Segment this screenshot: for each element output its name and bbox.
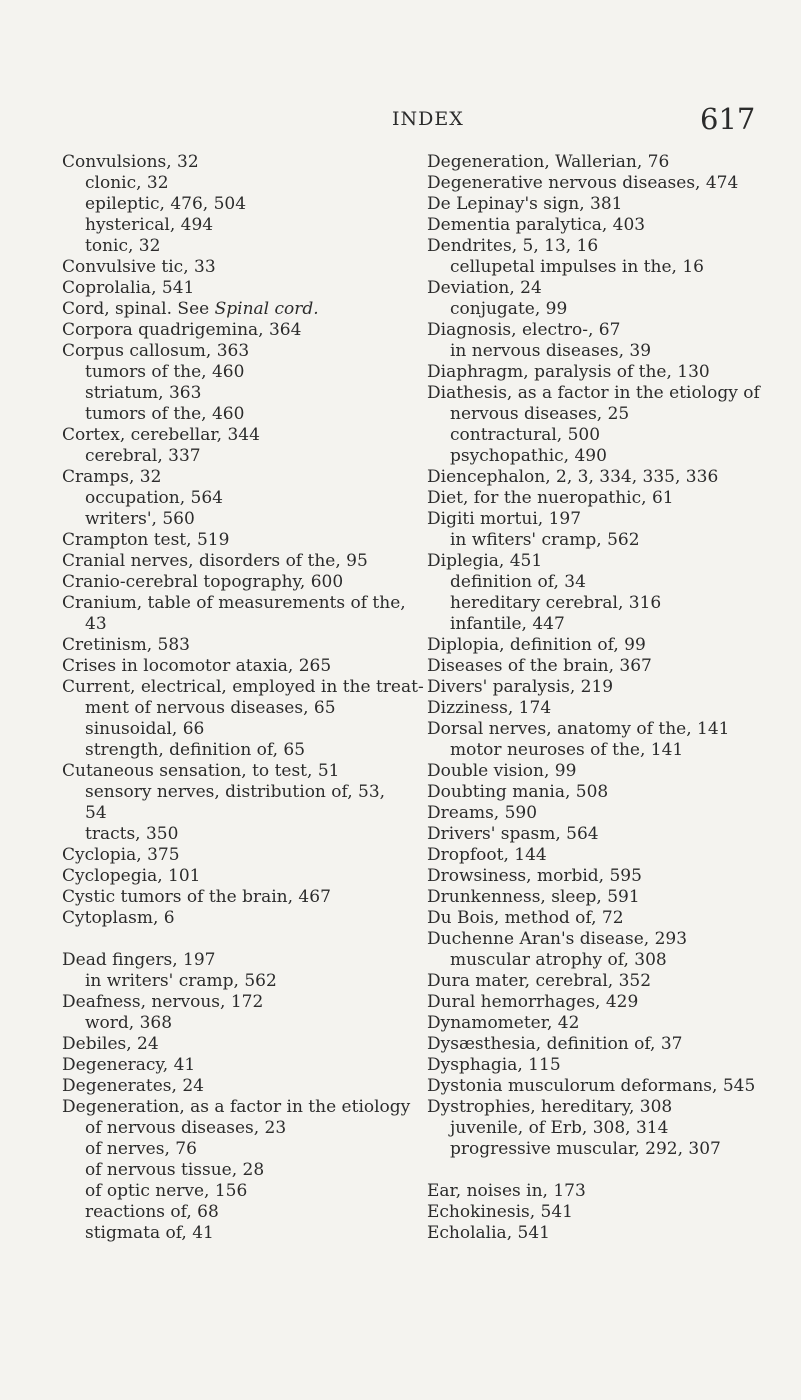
index-subentry bbox=[62, 1139, 412, 1160]
entry-text: cellupetal impulses in the, 16 bbox=[450, 257, 704, 277]
index-entry bbox=[427, 362, 797, 383]
index-entry bbox=[427, 488, 797, 509]
index-entry bbox=[427, 1181, 797, 1202]
index-entry bbox=[62, 257, 412, 278]
index-subentry bbox=[62, 1181, 412, 1202]
entry-text: occupation, 564 bbox=[85, 488, 223, 508]
index-entry bbox=[427, 1055, 797, 1076]
index-entry bbox=[62, 761, 412, 782]
entry-text: Cortex, cerebellar, 344 bbox=[62, 425, 260, 445]
entry-text: Drivers' spasm, 564 bbox=[427, 824, 599, 844]
entry-text: striatum, 363 bbox=[85, 383, 202, 403]
entry-text: Dendrites, 5, 13, 16 bbox=[427, 236, 599, 256]
entry-text: Dysæsthesia, definition of, 37 bbox=[427, 1034, 683, 1054]
index-column-left bbox=[62, 152, 424, 1244]
entry-text: Diaphragm, paralysis of the, 130 bbox=[427, 362, 710, 382]
entry-text: Drowsiness, morbid, 595 bbox=[427, 866, 642, 886]
entry-text: juvenile, of Erb, 308, 314 bbox=[450, 1118, 669, 1138]
entry-text: Diplegia, 451 bbox=[427, 551, 543, 571]
index-subentry bbox=[427, 593, 797, 614]
cross-reference: Spinal cord. bbox=[214, 299, 319, 319]
entry-text: Cranio-cerebral topography, 600 bbox=[62, 572, 344, 592]
entry-text: Dynamometer, 42 bbox=[427, 1013, 580, 1033]
index-subentry bbox=[427, 614, 797, 635]
index-subentry bbox=[62, 404, 412, 425]
entry-text: Cramps, 32 bbox=[62, 467, 162, 487]
entry-text: Drunkenness, sleep, 591 bbox=[427, 887, 640, 907]
index-entry bbox=[427, 845, 797, 866]
entry-text: motor neuroses of the, 141 bbox=[450, 740, 684, 760]
index-entry bbox=[62, 152, 412, 173]
index-entry bbox=[62, 320, 412, 341]
index-subentry bbox=[62, 236, 412, 257]
index-column-right bbox=[427, 152, 797, 1244]
index-subentry bbox=[427, 740, 797, 761]
index-entry bbox=[62, 656, 412, 677]
entry-text: Dorsal nerves, anatomy of the, 141 bbox=[427, 719, 730, 739]
entry-text: Degenerative nervous diseases, 474 bbox=[427, 173, 739, 193]
entry-text: definition of, 34 bbox=[450, 572, 586, 592]
index-entry bbox=[427, 887, 797, 908]
index-entry bbox=[427, 971, 797, 992]
index-subentry bbox=[427, 446, 797, 467]
index-subentry bbox=[427, 425, 797, 446]
entry-text: of nervous diseases, 23 bbox=[85, 1118, 287, 1138]
index-entry bbox=[427, 677, 797, 698]
index-entry bbox=[62, 299, 412, 320]
index-subentry bbox=[427, 530, 797, 551]
index-entry bbox=[427, 866, 797, 887]
entry-text: Diseases of the brain, 367 bbox=[427, 656, 652, 676]
entry-text: Doubting mania, 508 bbox=[427, 782, 609, 802]
index-entry bbox=[427, 215, 797, 236]
index-entry bbox=[62, 341, 412, 362]
index-subentry bbox=[427, 404, 797, 425]
entry-text: Cytoplasm, 6 bbox=[62, 908, 175, 928]
index-entry bbox=[427, 1097, 797, 1118]
entry-text: Cystic tumors of the brain, 467 bbox=[62, 887, 331, 907]
index-entry bbox=[427, 761, 797, 782]
index-entry bbox=[62, 551, 412, 572]
index-subentry bbox=[62, 824, 412, 845]
index-entry bbox=[427, 992, 797, 1013]
entry-text: Dystonia musculorum deformans, 545 bbox=[427, 1076, 756, 1096]
entry-text: Dreams, 590 bbox=[427, 803, 538, 823]
index-subentry bbox=[427, 257, 797, 278]
index-entry bbox=[427, 551, 797, 572]
entry-text: of nerves, 76 bbox=[85, 1139, 197, 1159]
index-entry bbox=[62, 1055, 412, 1076]
entry-text: in writers' cramp, 562 bbox=[85, 971, 277, 991]
entry-text: sinusoidal, 66 bbox=[85, 719, 205, 739]
entry-text: tonic, 32 bbox=[85, 236, 161, 256]
entry-text: Convulsions, 32 bbox=[62, 152, 199, 172]
index-entry bbox=[62, 992, 412, 1013]
entry-text: strength, definition of, 65 bbox=[85, 740, 306, 760]
entry-text: Degenerates, 24 bbox=[62, 1076, 204, 1096]
index-entry bbox=[62, 572, 412, 593]
index-entry bbox=[62, 593, 412, 614]
entry-text: Dura mater, cerebral, 352 bbox=[427, 971, 652, 991]
index-subentry bbox=[62, 719, 412, 740]
entry-text: Cyclopegia, 101 bbox=[62, 866, 201, 886]
entry-text: clonic, 32 bbox=[85, 173, 169, 193]
entry-text: cerebral, 337 bbox=[85, 446, 201, 466]
index-subentry bbox=[62, 782, 412, 803]
entry-text: sensory nerves, distribution of, 53, bbox=[85, 782, 386, 802]
entry-text: Cretinism, 583 bbox=[62, 635, 190, 655]
entry-text: tumors of the, 460 bbox=[85, 404, 245, 424]
index-entry bbox=[427, 509, 797, 530]
index-entry bbox=[62, 530, 412, 551]
entry-text: Corpora quadrigemina, 364 bbox=[62, 320, 302, 340]
entry-text: in nervous diseases, 39 bbox=[450, 341, 652, 361]
index-entry bbox=[62, 1076, 412, 1097]
index-entry bbox=[62, 908, 412, 929]
index-entry bbox=[427, 1076, 797, 1097]
entry-text: Digiti mortui, 197 bbox=[427, 509, 582, 529]
index-entry bbox=[427, 194, 797, 215]
index-subentry bbox=[62, 488, 412, 509]
entry-text: tumors of the, 460 bbox=[85, 362, 245, 382]
index-subentry bbox=[62, 614, 412, 635]
entry-text: word, 368 bbox=[85, 1013, 173, 1033]
index-entry bbox=[62, 845, 412, 866]
entry-text: Dizziness, 174 bbox=[427, 698, 552, 718]
entry-text: progressive muscular, 292, 307 bbox=[450, 1139, 721, 1159]
index-subentry bbox=[62, 1223, 412, 1244]
index-subentry bbox=[62, 173, 412, 194]
index-entry bbox=[62, 635, 412, 656]
index-entry bbox=[427, 320, 797, 341]
index-entry bbox=[62, 950, 412, 971]
index-entry bbox=[62, 467, 412, 488]
index-subentry bbox=[62, 1202, 412, 1223]
entry-text: epileptic, 476, 504 bbox=[85, 194, 247, 214]
index-subentry bbox=[62, 1013, 412, 1034]
entry-text: stigmata of, 41 bbox=[85, 1223, 214, 1243]
entry-text: muscular atrophy of, 308 bbox=[450, 950, 667, 970]
entry-text: Cranium, table of measurements of the, bbox=[62, 593, 406, 613]
entry-text: Cranial nerves, disorders of the, 95 bbox=[62, 551, 368, 571]
index-entry bbox=[427, 236, 797, 257]
entry-text: Deviation, 24 bbox=[427, 278, 542, 298]
entry-text: Current, electrical, employed in the treat- bbox=[62, 677, 424, 697]
index-subentry bbox=[62, 1118, 412, 1139]
entry-text: Ear, noises in, 173 bbox=[427, 1181, 586, 1201]
index-subentry bbox=[62, 740, 412, 761]
index-entry bbox=[427, 929, 797, 950]
index-entry bbox=[427, 1223, 797, 1244]
entry-text: conjugate, 99 bbox=[450, 299, 568, 319]
index-subentry bbox=[62, 194, 412, 215]
index-entry bbox=[427, 1034, 797, 1055]
entry-text: Diet, for the nueropathic, 61 bbox=[427, 488, 674, 508]
index-subentry bbox=[62, 971, 412, 992]
index-subentry bbox=[427, 950, 797, 971]
section-gap bbox=[427, 1160, 797, 1181]
index-subentry bbox=[427, 299, 797, 320]
index-subentry bbox=[62, 215, 412, 236]
entry-text: Diencephalon, 2, 3, 334, 335, 336 bbox=[427, 467, 719, 487]
page-title: INDEX bbox=[392, 108, 464, 130]
index-entry bbox=[427, 782, 797, 803]
index-entry bbox=[427, 1013, 797, 1034]
entry-text: Corpus callosum, 363 bbox=[62, 341, 250, 361]
entry-text: ment of nervous diseases, 65 bbox=[85, 698, 336, 718]
index-entry bbox=[427, 635, 797, 656]
entry-text: Duchenne Aran's disease, 293 bbox=[427, 929, 688, 949]
entry-text: Dystrophies, hereditary, 308 bbox=[427, 1097, 673, 1117]
index-entry bbox=[62, 425, 412, 446]
entry-text: Degeneration, Wallerian, 76 bbox=[427, 152, 670, 172]
entry-text: Diplopia, definition of, 99 bbox=[427, 635, 646, 655]
entry-text: 54 bbox=[85, 803, 107, 823]
index-subentry bbox=[62, 362, 412, 383]
entry-text: Dementia paralytica, 403 bbox=[427, 215, 646, 235]
entry-text: Dropfoot, 144 bbox=[427, 845, 547, 865]
page-number: 617 bbox=[700, 102, 756, 136]
index-entry bbox=[427, 803, 797, 824]
entry-text: contractural, 500 bbox=[450, 425, 601, 445]
index-subentry bbox=[62, 509, 412, 530]
entry-text: infantile, 447 bbox=[450, 614, 565, 634]
index-subentry bbox=[427, 1139, 797, 1160]
entry-text: Cutaneous sensation, to test, 51 bbox=[62, 761, 340, 781]
entry-text: hysterical, 494 bbox=[85, 215, 214, 235]
entry-text: Cord, spinal. See bbox=[62, 299, 215, 319]
entry-text: Dead fingers, 197 bbox=[62, 950, 216, 970]
entry-text: Divers' paralysis, 219 bbox=[427, 677, 614, 697]
entry-text: Debiles, 24 bbox=[62, 1034, 159, 1054]
entry-text: Coprolalia, 541 bbox=[62, 278, 195, 298]
index-subentry bbox=[62, 446, 412, 467]
entry-text: hereditary cerebral, 316 bbox=[450, 593, 662, 613]
index-subentry bbox=[62, 383, 412, 404]
entry-text: Convulsive tic, 33 bbox=[62, 257, 216, 277]
entry-text: Dural hemorrhages, 429 bbox=[427, 992, 639, 1012]
entry-text: psychopathic, 490 bbox=[450, 446, 607, 466]
index-entry bbox=[427, 908, 797, 929]
index-entry bbox=[427, 467, 797, 488]
entry-text: writers', 560 bbox=[85, 509, 195, 529]
index-entry bbox=[62, 1034, 412, 1055]
entry-text: Double vision, 99 bbox=[427, 761, 577, 781]
page-header bbox=[0, 104, 801, 134]
index-entry bbox=[427, 719, 797, 740]
entry-text: Echokinesis, 541 bbox=[427, 1202, 574, 1222]
entry-text: tracts, 350 bbox=[85, 824, 179, 844]
index-entry bbox=[62, 887, 412, 908]
index-subentry bbox=[427, 572, 797, 593]
entry-text: reactions of, 68 bbox=[85, 1202, 219, 1222]
index-subentry bbox=[62, 803, 412, 824]
entry-text: Crises in locomotor ataxia, 265 bbox=[62, 656, 332, 676]
index-entry bbox=[62, 278, 412, 299]
index-entry bbox=[427, 278, 797, 299]
entry-text: Deafness, nervous, 172 bbox=[62, 992, 264, 1012]
index-subentry bbox=[62, 698, 412, 719]
entry-text: Cyclopia, 375 bbox=[62, 845, 180, 865]
index-subentry bbox=[427, 1118, 797, 1139]
entry-text: Diathesis, as a factor in the etiology of bbox=[427, 383, 760, 403]
index-subentry bbox=[427, 341, 797, 362]
index-subentry bbox=[62, 1160, 412, 1181]
section-gap bbox=[62, 929, 412, 950]
entry-text: nervous diseases, 25 bbox=[450, 404, 630, 424]
index-entry bbox=[62, 677, 424, 698]
entry-text: Dysphagia, 115 bbox=[427, 1055, 561, 1075]
entry-text: Du Bois, method of, 72 bbox=[427, 908, 624, 928]
entry-text: of optic nerve, 156 bbox=[85, 1181, 248, 1201]
index-entry bbox=[427, 656, 797, 677]
entry-text: Crampton test, 519 bbox=[62, 530, 230, 550]
index-entry bbox=[427, 1202, 797, 1223]
index-entry bbox=[427, 824, 797, 845]
entry-text: in wfiters' cramp, 562 bbox=[450, 530, 640, 550]
entry-text: Degeneracy, 41 bbox=[62, 1055, 196, 1075]
entry-text: Degeneration, as a factor in the etiology bbox=[62, 1097, 411, 1117]
entry-text: Diagnosis, electro-, 67 bbox=[427, 320, 621, 340]
index-entry bbox=[427, 152, 797, 173]
index-entry bbox=[62, 866, 412, 887]
entry-text: Echolalia, 541 bbox=[427, 1223, 550, 1243]
index-entry bbox=[62, 1097, 412, 1118]
entry-text: 43 bbox=[85, 614, 107, 634]
entry-text: De Lepinay's sign, 381 bbox=[427, 194, 623, 214]
index-entry bbox=[427, 173, 797, 194]
index-entry bbox=[427, 383, 797, 404]
index-entry bbox=[427, 698, 797, 719]
entry-text: of nervous tissue, 28 bbox=[85, 1160, 265, 1180]
